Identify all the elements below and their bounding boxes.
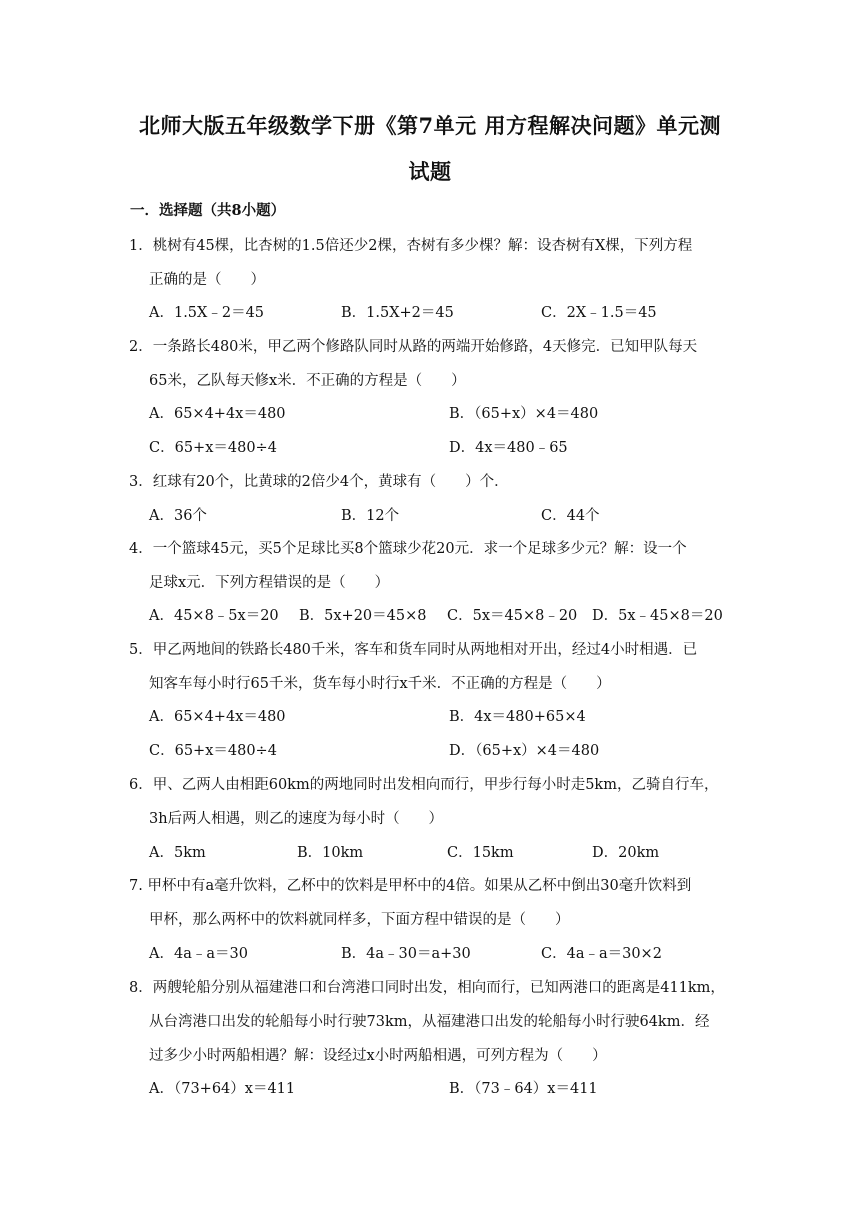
option-d[interactable]: D．（65+x）×4＝480 [449, 743, 600, 759]
question-text: 3h后两人相遇，则乙的速度为每小时（ ） [149, 811, 444, 827]
option-b[interactable]: B．（65+x）×4＝480 [449, 406, 599, 422]
question-7 [129, 869, 739, 937]
option-d[interactable]: D．20km [592, 845, 660, 861]
question-text: 4．一个篮球45元，买5个足球比买8个篮球少花20元．求一个足球多少元？解：设一个 [129, 541, 687, 557]
question-text: 65米，乙队每天修x米．不正确的方程是（ ） [149, 373, 466, 389]
option-d[interactable]: D．5x﹣45×8＝20 [592, 608, 723, 624]
option-a[interactable]: A．5km [149, 845, 206, 861]
question-text: 2．一条路长480米，甲乙两个修路队同时从路的两端开始修路，4天修完．已知甲队每天 [129, 339, 698, 355]
question-text: 6．甲、乙两人由相距60km的两地同时出发相向而行，甲步行每小时走5km，乙骑自行车， [129, 777, 719, 793]
option-a[interactable]: A．（73+64）x＝411 [149, 1081, 296, 1097]
question-text: 7. 甲杯中有a毫升饮料，乙杯中的饮料是甲杯中的4倍。如果从乙杯中倒出30毫升饮料到 [129, 878, 692, 894]
option-c[interactable]: C．5x＝45×8﹣20 [447, 608, 578, 624]
option-c[interactable]: C．44个 [541, 508, 600, 524]
question-6 [129, 768, 739, 836]
option-a[interactable]: A．1.5X﹣2＝45 [149, 305, 265, 321]
option-b[interactable]: B．5x+20＝45×8 [299, 608, 427, 624]
document-title-line-1: 北师大版五年级数学下册《第7单元 用方程解决问题》单元测 [139, 113, 721, 138]
question-text: 1．桃树有45棵，比杏树的1.5倍还少2棵，杏树有多少棵？解：设杏树有X棵，下列方程 [129, 238, 693, 254]
question-4 [129, 532, 739, 600]
section-heading: 一．选择题（共8小题） [130, 202, 286, 219]
question-text: 8．两艘轮船分别从福建港口和台湾港口同时出发，相向而行，已知两港口的距离是411km， [129, 980, 725, 996]
question-text: 过多少小时两船相遇？解：设经过x小时两船相遇，可列方程为（ ） [149, 1048, 607, 1064]
document-title-line-2: 试题 [408, 159, 452, 184]
option-a[interactable]: A．4a﹣a＝30 [149, 946, 248, 962]
option-d[interactable]: D．4x＝480﹣65 [449, 440, 568, 456]
question-8 [129, 971, 739, 1073]
option-b[interactable]: B．4x＝480+65×4 [449, 709, 586, 725]
option-b[interactable]: B．（73﹣64）x＝411 [449, 1081, 598, 1097]
question-text: 正确的是（ ） [149, 272, 265, 288]
question-text: 5．甲乙两地间的铁路长480千米，客车和货车同时从两地相对开出，经过4小时相遇．已 [129, 642, 698, 658]
question-text: 甲杯，那么两杯中的饮料就同样多，下面方程中错误的是（ ） [149, 912, 570, 928]
option-c[interactable]: C．4a﹣a＝30×2 [541, 946, 662, 962]
option-a[interactable]: A．36个 [149, 508, 207, 524]
option-b[interactable]: B．4a﹣30＝a+30 [341, 946, 471, 962]
question-3 [129, 465, 739, 499]
option-a[interactable]: A．65×4+4x＝480 [149, 709, 286, 725]
question-2 [129, 330, 739, 398]
question-text: 足球x元．下列方程错误的是（ ） [149, 575, 390, 591]
question-1 [129, 229, 739, 297]
option-b[interactable]: B．1.5X+2＝45 [341, 305, 454, 321]
option-a[interactable]: A．65×4+4x＝480 [149, 406, 286, 422]
option-a[interactable]: A．45×8﹣5x＝20 [149, 608, 279, 624]
question-text: 从台湾港口出发的轮船每小时行驶73km，从福建港口出发的轮船每小时行驶64km．经 [149, 1014, 710, 1030]
question-5 [129, 633, 739, 701]
option-c[interactable]: C．65+x＝480÷4 [149, 743, 277, 759]
option-c[interactable]: C．65+x＝480÷4 [149, 440, 277, 456]
option-b[interactable]: B．10km [297, 845, 364, 861]
option-c[interactable]: C．2X﹣1.5＝45 [541, 305, 657, 321]
option-c[interactable]: C．15km [447, 845, 514, 861]
option-b[interactable]: B．12个 [341, 508, 400, 524]
question-text: 知客车每小时行65千米，货车每小时行x千米．不正确的方程是（ ） [149, 676, 611, 692]
question-text: 3．红球有20个，比黄球的2倍少4个，黄球有（ ）个． [129, 474, 509, 490]
